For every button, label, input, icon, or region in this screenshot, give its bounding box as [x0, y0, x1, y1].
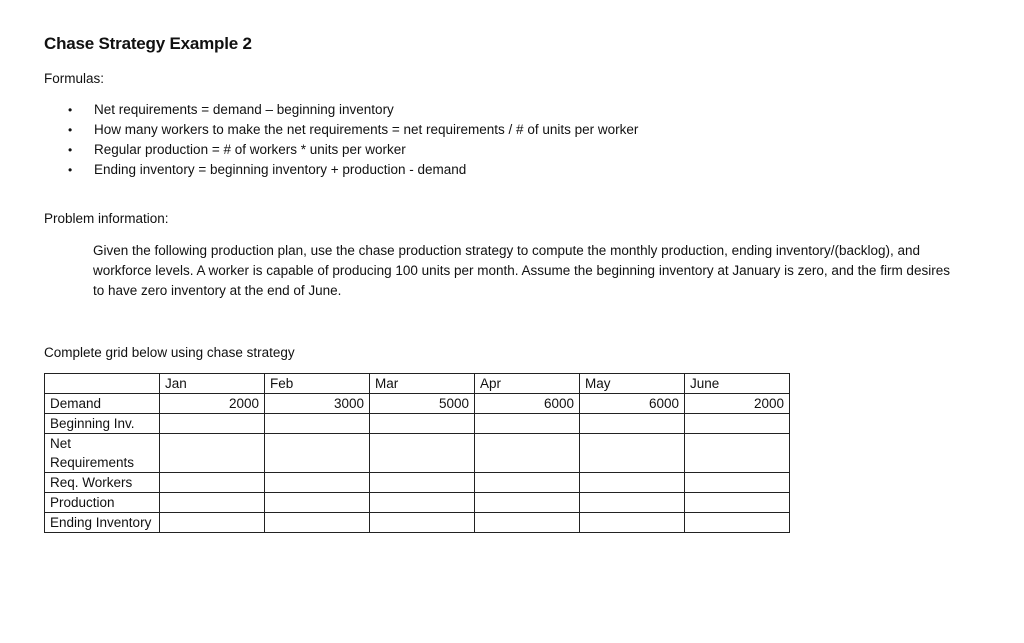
- grid-cell[interactable]: [370, 414, 475, 434]
- grid-cell[interactable]: [265, 434, 370, 473]
- grid-cell[interactable]: [265, 493, 370, 513]
- beginning-inventory-row: [45, 414, 790, 434]
- ending-inventory-row: [45, 513, 790, 533]
- formula-net-requirements: Net requirements = demand – beginning inventory: [94, 102, 394, 117]
- formula-list: [64, 100, 638, 180]
- row-label-ending-inventory: Ending Inventory: [45, 513, 160, 533]
- required-workers-row: [45, 473, 790, 493]
- grid-cell[interactable]: [160, 434, 265, 473]
- grid-cell[interactable]: [685, 513, 790, 533]
- grid-cell[interactable]: [580, 513, 685, 533]
- row-label-demand: Demand: [45, 394, 160, 414]
- bullet-icon: •: [68, 123, 73, 137]
- grid-cell[interactable]: [475, 434, 580, 473]
- net-requirements-row: [45, 434, 790, 473]
- grid-cell[interactable]: [265, 414, 370, 434]
- month-header-june: June: [685, 374, 790, 394]
- grid-cell[interactable]: [685, 434, 790, 473]
- formula-item: [64, 120, 638, 140]
- grid-cell[interactable]: [475, 414, 580, 434]
- demand-feb: 3000: [265, 394, 370, 414]
- grid-cell[interactable]: [685, 414, 790, 434]
- formulas-heading: Formulas:: [44, 71, 105, 86]
- page-title: Chase Strategy Example 2: [44, 34, 252, 53]
- grid-cell[interactable]: [475, 493, 580, 513]
- grid-header-row: [45, 374, 790, 394]
- grid-cell[interactable]: [160, 493, 265, 513]
- corner-cell: [45, 374, 160, 394]
- formula-item: [64, 100, 638, 120]
- row-label-net-requirements: Net Requirements: [45, 434, 160, 473]
- bullet-icon: •: [68, 143, 73, 157]
- month-header-mar: Mar: [370, 374, 475, 394]
- grid-cell[interactable]: [580, 473, 685, 493]
- month-header-apr: Apr: [475, 374, 580, 394]
- formula-workers: How many workers to make the net requirements = net requirements / # of units per worker: [94, 122, 639, 137]
- formula-regular-production: Regular production = # of workers * units per worker: [94, 142, 406, 157]
- grid-cell[interactable]: [370, 473, 475, 493]
- grid-heading: Complete grid below using chase strategy: [44, 345, 295, 360]
- bullet-icon: •: [68, 103, 73, 117]
- grid-cell[interactable]: [580, 414, 685, 434]
- problem-text: Given the following production plan, use the chase production strategy to compute the monthly production, ending inventory/(backlog), and workforce levels. A worker is capable of producing 100 units per month. Assume the beginning inventory at January is zero, and the firm desires to have zero inventory at the end of June.: [93, 243, 950, 298]
- formula-item: [64, 140, 638, 160]
- month-header-feb: Feb: [265, 374, 370, 394]
- grid-cell[interactable]: [685, 473, 790, 493]
- grid-cell[interactable]: [160, 513, 265, 533]
- grid-cell[interactable]: [265, 513, 370, 533]
- grid-cell[interactable]: [370, 513, 475, 533]
- formula-ending-inventory: Ending inventory = beginning inventory + production - demand: [94, 162, 467, 177]
- demand-jan: 2000: [160, 394, 265, 414]
- grid-cell[interactable]: [370, 434, 475, 473]
- demand-june: 2000: [685, 394, 790, 414]
- demand-row: [45, 394, 790, 414]
- bullet-icon: •: [68, 163, 73, 177]
- grid-cell[interactable]: [160, 473, 265, 493]
- row-label-required-workers: Req. Workers: [45, 473, 160, 493]
- problem-heading: Problem information:: [44, 211, 169, 226]
- row-label-production: Production: [45, 493, 160, 513]
- grid-cell[interactable]: [685, 493, 790, 513]
- demand-may: 6000: [580, 394, 685, 414]
- demand-apr: 6000: [475, 394, 580, 414]
- chase-strategy-grid: [44, 373, 790, 533]
- formula-item: [64, 160, 638, 180]
- grid-cell[interactable]: [265, 473, 370, 493]
- grid-cell[interactable]: [475, 513, 580, 533]
- month-header-may: May: [580, 374, 685, 394]
- grid-cell[interactable]: [475, 473, 580, 493]
- row-label-beginning-inventory: Beginning Inv.: [45, 414, 160, 434]
- grid-cell[interactable]: [370, 493, 475, 513]
- grid-cell[interactable]: [160, 414, 265, 434]
- month-header-jan: Jan: [160, 374, 265, 394]
- demand-mar: 5000: [370, 394, 475, 414]
- grid-cell[interactable]: [580, 434, 685, 473]
- production-row: [45, 493, 790, 513]
- grid-cell[interactable]: [580, 493, 685, 513]
